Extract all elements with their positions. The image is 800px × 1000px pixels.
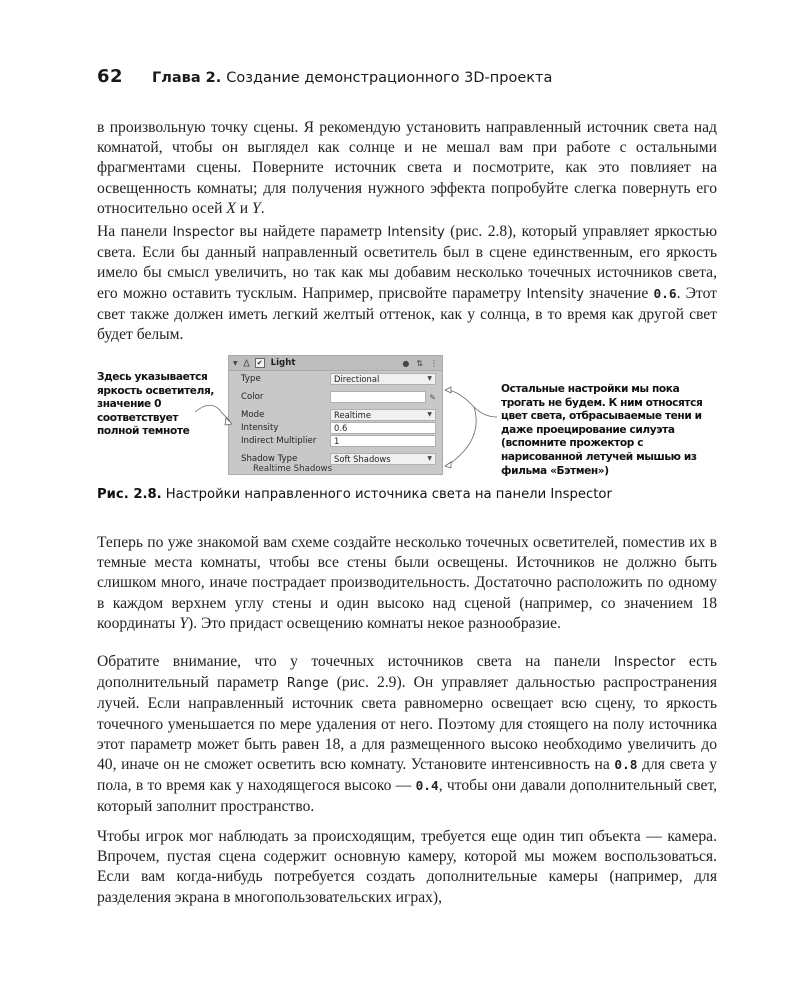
text-run: Теперь по уже знакомой вам схеме создайте несколько точечных осветителей, поместив их в темные места комнаты, чтобы все стены были освещены. Источников не должно быть слишком много, иначе пострадает производительность. Достаточно расположить по одному в каждом верхнем углу стены и один высоко над сценой (например, со значением 18 координаты [97,534,717,632]
intensity-input[interactable] [330,422,436,434]
term-intensity: Intensity [387,225,445,240]
eyedropper-icon[interactable]: ✎ [429,392,436,402]
text-run: , чтобы они давали дополнительный свет, который заполнит пространство. [97,777,717,816]
term-intensity: Intensity [526,286,584,302]
field-label: Indirect Multiplier [241,436,317,446]
row-indirect-multiplier [241,435,436,447]
dropdown-value: Realtime [334,410,371,420]
realtime-shadows-label: Realtime Shadows [253,464,333,474]
row-mode [241,409,436,421]
term-inspector: Inspector [613,655,676,670]
figure-number: Рис. 2.8. [97,487,162,502]
text-run: . [260,199,265,217]
text-run: вы найдете параметр [234,223,388,240]
mode-dropdown[interactable] [330,409,436,421]
more-menu-icon[interactable]: ⋮ [430,358,438,368]
enabled-checkbox[interactable]: ✔ [255,358,265,368]
running-head [97,66,717,90]
input-value: 1 [334,436,340,446]
component-header[interactable] [229,356,442,371]
component-title: Light [270,358,296,368]
paragraph-4 [97,652,717,818]
code-value: 0.4 [415,779,439,795]
text-run: и [235,199,253,217]
figure-caption [97,487,612,502]
field-label: Intensity [241,423,279,433]
page-number: 62 [97,66,124,87]
preset-icon[interactable]: ⇅ [416,358,423,368]
axis-y: Y [252,199,261,217]
code-value: 0.8 [614,758,638,774]
row-color [241,391,436,403]
paragraph-1 [97,118,717,219]
type-dropdown[interactable] [330,373,436,385]
figure-caption-text: Настройки направленного источника света на панели Inspector [165,487,612,502]
text-run: значение [583,284,654,302]
chapter-title: Создание демонстрационного 3D-проекта [226,70,553,86]
text-run: для света у пола, в то время как у находящегося высоко — [97,756,718,795]
code-value: 0.6 [653,286,677,302]
inspector-panel [228,355,443,475]
chevron-down-icon: ▼ [427,375,432,382]
input-value: 0.6 [334,423,348,433]
light-bulb-icon [242,359,251,367]
indirect-multiplier-input[interactable] [330,435,436,447]
field-label: Color [241,392,264,402]
field-label: Mode [241,410,265,420]
paragraph-2 [97,222,717,345]
dropdown-value: Soft Shadows [334,454,391,464]
dropdown-value: Directional [334,374,380,384]
chevron-down-icon: ▼ [427,455,432,462]
text-run: ). Это придаст освещению комнаты некое разнообразие. [188,614,561,632]
text-run: Обратите внимание, что у точечных источников света на панели [97,653,614,670]
help-icon[interactable]: ● [402,358,410,368]
callout-left: Здесь указывается яркость осветителя, значение 0 соответствует полной темноте [97,371,214,438]
text-run: (рис. 2.8), который управляет яркостью света. Если бы данный направленный осветитель был в сцене единственным, его яркость имело бы смысл увеличить, но так как мы добавим несколько точечных источников света, его можно оставить тусклым. Например, присвойте параметру [97,223,718,302]
axis-y: Y [179,614,188,632]
term-inspector: Inspector [172,225,235,240]
axis-x: X [226,199,236,217]
text-run: есть дополнительный параметр [97,653,717,692]
text-run: (рис. 2.9). Он управляет дальностью распространения лучей. Если направленный источник света равномерно освещает всю сцену, то яркость точечного уменьшается по мере удаления от него. Поэтому для стоящего на полу источника этот параметр может быть равен 18, а для размещенного высоко необходимо увеличить до 40, иначе он не сможет осветить всю комнату. Установите интенсивность на [97,674,717,774]
chevron-down-icon: ▼ [427,411,432,418]
paragraph-3 [97,533,717,634]
text-run: . Этот свет также должен иметь легкий желтый оттенок, как у солнца, в то время как другой свет будет белым. [97,284,717,344]
text-run: На панели [97,223,173,240]
term-range: Range [286,676,329,692]
shadow-type-dropdown[interactable] [330,453,436,465]
paragraph-5 [97,827,717,908]
row-type [241,373,436,385]
text-run: в произвольную точку сцены. Я рекомендую установить направленный источник света над комнатой, чтобы он выглядел как солнце и не мешал вам при работе с остальными фрагментами сцены. Поверните источник света и посмотрите, как это повлияет на освещенность комнаты; для получения нужного эффекта попробуйте слегка повернуть его относительно осей [97,119,717,217]
color-field[interactable] [330,391,426,403]
field-label: Type [241,374,261,384]
collapse-triangle-icon[interactable]: ▼ [233,359,238,367]
chapter-label: Глава 2. [152,70,222,86]
text-run: Чтобы игрок мог наблюдать за происходящим, требуется еще один тип объекта — камера. Впрочем, пустая сцена содержит основную камеру, которой мы можем воспользоваться. Если вам когда-нибудь потребуется создать дополнительные камеры (например, для разделения экрана в многопользовательских играх), [97,828,717,906]
row-intensity [241,422,436,434]
callout-right: Остальные настройки мы пока трогать не будем. К ним относятся цвет света, отбрасываемые тени и даже проецирование силуэта (вспомните прожектор с нарисованной летучей мышью из фильма «Бэтмен») [501,383,703,477]
field-label: Shadow Type [241,454,298,464]
